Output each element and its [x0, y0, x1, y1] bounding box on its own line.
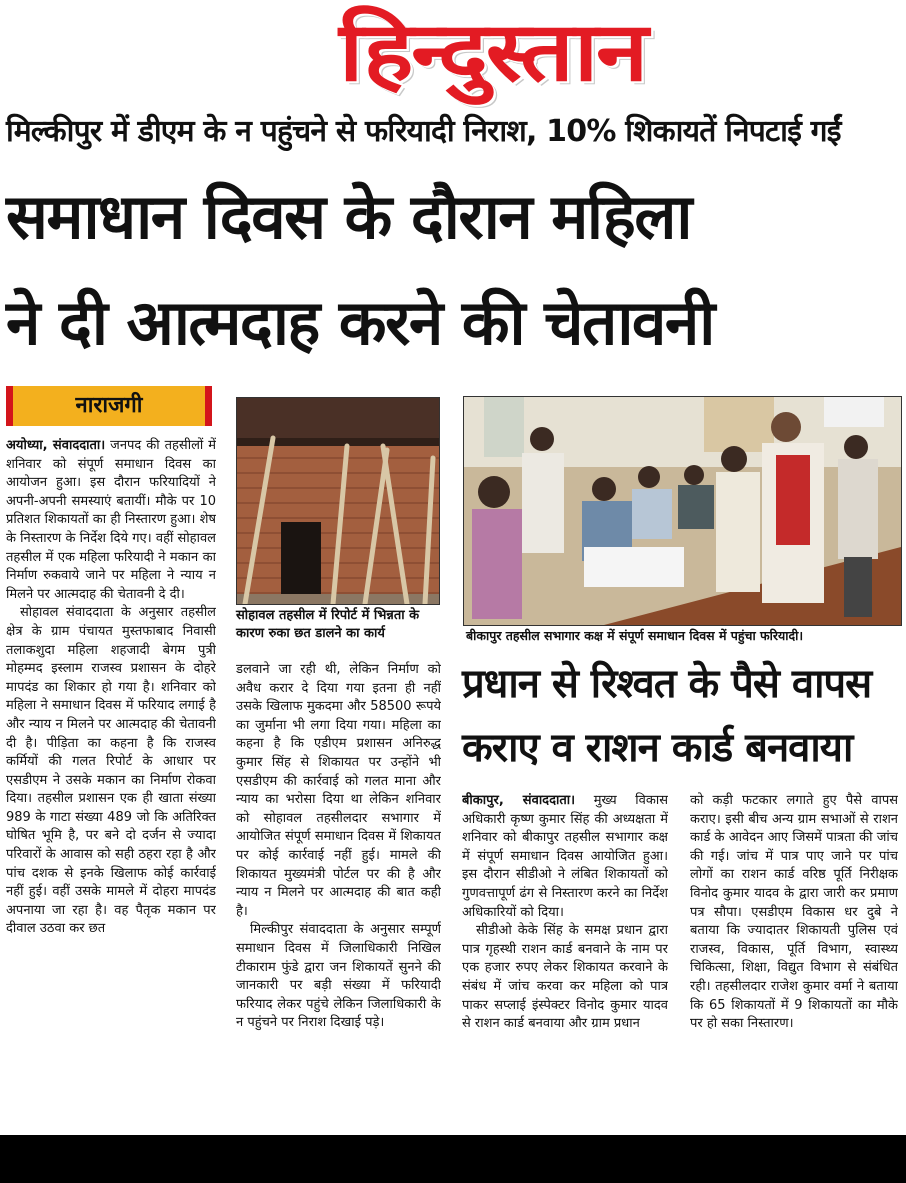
column-2: [236, 661, 441, 1127]
second-dateline: बीकापुर, संवाददाता।: [462, 793, 576, 808]
second-headline-line-2: कराए व राशन कार्ड बनवाया: [462, 725, 853, 771]
newspaper-masthead: [0, 0, 906, 108]
column-1: [6, 437, 216, 1127]
dateline: अयोध्या, संवाददाता।: [6, 438, 106, 453]
article-kicker: मिल्कीपुर में डीएम के न पहुंचने से फरियादी निराश, 10% शिकायतें निपटाई गईं: [6, 114, 841, 149]
col1-p1-text: जनपद की तहसीलों में शनिवार को संपूर्ण समाधान दिवस का आयोजन हुआ। इस दौरान फरियादियों ने अपनी-अपनी समस्याएं बतायीं। मौके पर 10 प्रतिशत शिकायतों का ही निस्तारण हुआ। शेष के निस्तारण के निर्देश दिये गए। वहीं सोहावल तहसील में एक महिला फरियादी ने मकान का निर्माण रुकवाये जाने पर महिला ने न्याय न मिलने पर आत्मदाह की चेतावनी दे दी।: [6, 438, 216, 602]
meeting-photo: [463, 396, 902, 626]
column-3: [462, 792, 668, 1128]
bottom-black-band: [0, 1135, 906, 1183]
column-4: [690, 792, 898, 1128]
masthead-title: हिन्दुस्तान: [339, 4, 647, 100]
col1-paragraph-1: [6, 437, 216, 604]
col1-paragraph-2: सोहावल संवाददाता के अनुसार तहसील क्षेत्र के ग्राम पंचायत मुस्तफाबाद निवासी तलाकशुदा महिला शहजादी बेगम पुत्री मोहम्मद इस्लाम राजस्व प्रशासन के दोहरे मापदंड का शिकार हो गया है। शनिवार को महिला ने समाधान दिवस में फरियाद लगाई है और न्याय न मिलने पर आत्मदाह की चेतावनी दी है। पीड़िता का कहना है कि राजस्व कर्मियों की गलत रिपोर्ट के आधार पर एसडीएम ने उसके मकान का निर्माण रोकवा दिया। तहसील प्रशासन एक ही खाता संख्या 989 के गाटा संख्या 489 जो कि अतिरिक्त घोषित भूमि है, पर बने दो दर्जन से ज्यादा परिवारों के आवास को सही ठहरा रहा है और पांच दशक से इनके खिलाफ कोई कार्रवाई नहीं हुई। वहीं उसके मामले में दोहरा मापदंड अपनाया जा रहा है। वह पैतृक मकान पर दीवाल उठवा कर छत: [6, 605, 216, 937]
col3-p1-text: मुख्य विकास अधिकारी कृष्ण कुमार सिंह की अध्यक्षता में शनिवार को बीकापुर तहसील सभागार कक्ष में संपूर्ण समाधान दिवस आयोजित हुआ। इस दौरान सीडीओ ने लंबित शिकायतों को गुणवत्तापूर्ण ढंग से निस्तारण करने का निर्देश अधिकारियों को दिया।: [462, 793, 668, 920]
headline-line-2: ने दी आत्मदाह करने की चेतावनी: [6, 286, 714, 359]
col2-paragraph-2: मिल्कीपुर संवाददाता के अनुसार सम्पूर्ण समाधान दिवस में जिलाधिकारी निखिल टीकाराम फुंडे द्वारा जन शिकायतें सुनने की जानकारी पर बड़ी संख्या में फरियादी फरियाद लेकर पहुंचे लेकिन जिलाधिकारी के न पहुंचने पर निराश दिखाई पड़े।: [236, 922, 441, 1031]
col4-paragraph-1: को कड़ी फटकार लगाते हुए पैसे वापस कराए। इसी बीच अन्य ग्राम सभाओं से राशन कार्ड के आवेदन आए जिसमें पात्रता की जांच की गई। जांच में पात्र पाए जाने पर पांच लोगों का राशन कार्ड वरिष्ठ पूर्ति निरीक्षक विनोद कुमार यादव के द्वारा जारी कर प्रमाण पत्र सौपा। एसडीएम विकास धर दुबे ने बताया कि ज्यादातर शिकायती पुलिस एवं राजस्व, विकास, पूर्ति विभाग, स्वास्थ्य चिकित्सा, शिक्षा, विद्युत विभाग से संबंधित रही। तहसीलदार राजेश कुमार वर्मा ने बताया कि 65 शिकायतों में 9 शिकायतों का मौके पर हो सका निस्तारण।: [690, 793, 898, 1032]
col2-paragraph-1: डलवाने जा रही थी, लेकिन निर्माण को अवैध करार दे दिया गया इतना ही नहीं उसके खिलाफ मुकदमा और 58500 रूपये का जुर्माना भी लगा दिया गया। महिला का कहना है कि एडीएम प्रशासन अनिरुद्ध कुमार सिंह से शिकायत पर उन्होंने भी एसडीएम की कार्रवाई को गलत माना और न्याय का भरोसा दिया था लेकिन शनिवार को सोहावल तहसीलदार सभागार में आयोजित संपूर्ण समाधान दिवस में शिकायत पर कोई कार्रवाई नहीं हुई। मामले की शिकायत मुख्यमंत्री पोर्टल पर की है और न्याय न मिलने पर आत्मदाह की बात कही है।: [236, 662, 441, 919]
photo2-caption: बीकापुर तहसील सभागार कक्ष में संपूर्ण समाधान दिवस में पहुंचा फरियादी।: [466, 628, 804, 643]
col3-paragraph-2: सीडीओ केके सिंह के समक्ष प्रधान द्वारा पात्र गृहस्थी राशन कार्ड बनवाने के नाम पर एक हजार रुपए लेकर शिकायत करवाने के संबंध में जांच करवा कर महिला को पात्र पाकर सप्लाई इंस्पेक्टर विनोद कुमार यादव से राशन कार्ड बनवाया और ग्राम प्रधान: [462, 923, 668, 1032]
second-headline-line-1: प्रधान से रिश्वत के पैसे वापस: [462, 661, 872, 707]
headline-line-1: समाधान दिवस के दौरान महिला: [6, 180, 691, 253]
section-tag: नाराजगी: [6, 386, 212, 426]
photo1-caption: सोहावल तहसील में रिपोर्ट में भिन्नता के कारण रुका छत डालने का कार्य: [236, 608, 420, 641]
col3-paragraph-1: [462, 792, 668, 922]
construction-photo: [236, 397, 440, 605]
